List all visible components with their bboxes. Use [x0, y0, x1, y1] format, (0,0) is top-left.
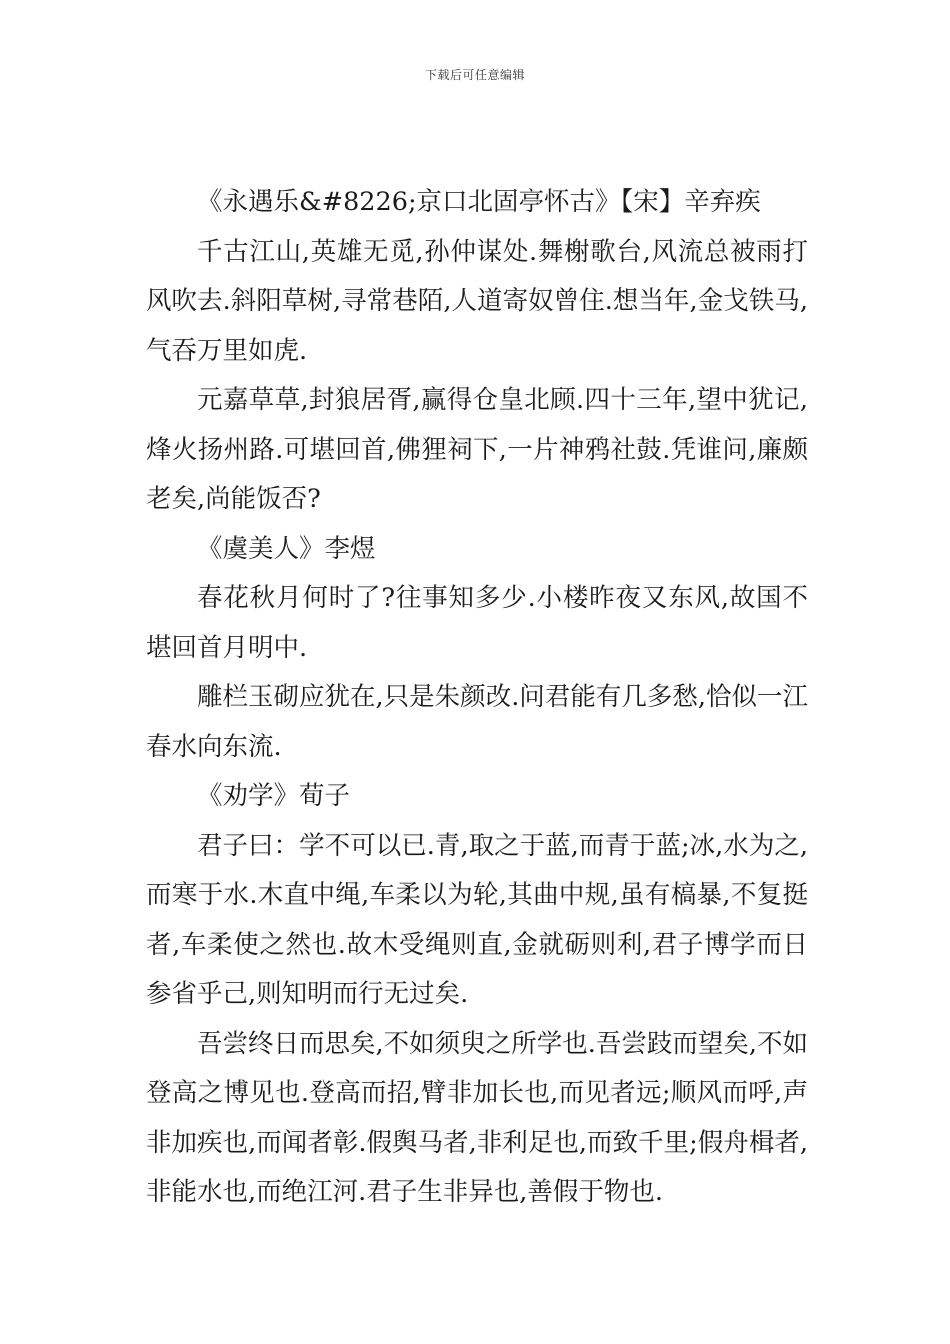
paragraph-yongyule-2: 元嘉草草,封狼居胥,赢得仓皇北顾.四十三年,望中犹记,烽火扬州路.可堪回首,佛狸祠下,一片神鸦社鼓.凭谁问,廉颇老矣,尚能饭否?: [146, 385, 808, 514]
paragraph-yumeiren-1: 春花秋月何时了?往事知多少.小楼昨夜又东风,故国不堪回首月明中.: [146, 583, 808, 663]
poem-title-yongyule: 《永遇乐&#8226;京口北固亭怀古》【宋】辛弃疾: [197, 187, 761, 217]
essay-title-quanxue: 《劝学》荀子: [197, 781, 351, 811]
poem-title-yumeiren: 《虞美人》李煜: [197, 533, 376, 564]
document-body: [146, 178, 808, 1218]
paragraph-yumeiren-2: 雕栏玉砌应犹在,只是朱颜改.问君能有几多愁,恰似一江春水向东流.: [146, 682, 808, 762]
paragraph-quanxue-1: 君子曰：学不可以已.青,取之于蓝,而青于蓝;冰,水为之,而寒于水.木直中绳,车柔以为轮,其曲中规,虽有槁暴,不复挺者,车柔使之然也.故木受绳则直,金就砺则利,君子博学而日参省乎己,则知明而行无过矣.: [146, 830, 808, 1009]
paragraph-yongyule-1: 千古江山,英雄无觅,孙仲谋处.舞榭歌台,风流总被雨打风吹去.斜阳草树,寻常巷陌,人道寄奴曾住.想当年,金戈铁马,气吞万里如虎.: [146, 236, 808, 366]
paragraph-quanxue-2: 吾尝终日而思矣,不如须臾之所学也.吾尝跂而望矣,不如登高之博见也.登高而招,臂非加长也,而见者远;顺风而呼,声非加疾也,而闻者彰.假舆马者,非利足也,而致千里;假舟楫者,非能水也,而绝江河.君子生非异也,善假于物也.: [146, 1028, 808, 1207]
page-header-note: 下载后可任意编辑: [424, 68, 525, 82]
